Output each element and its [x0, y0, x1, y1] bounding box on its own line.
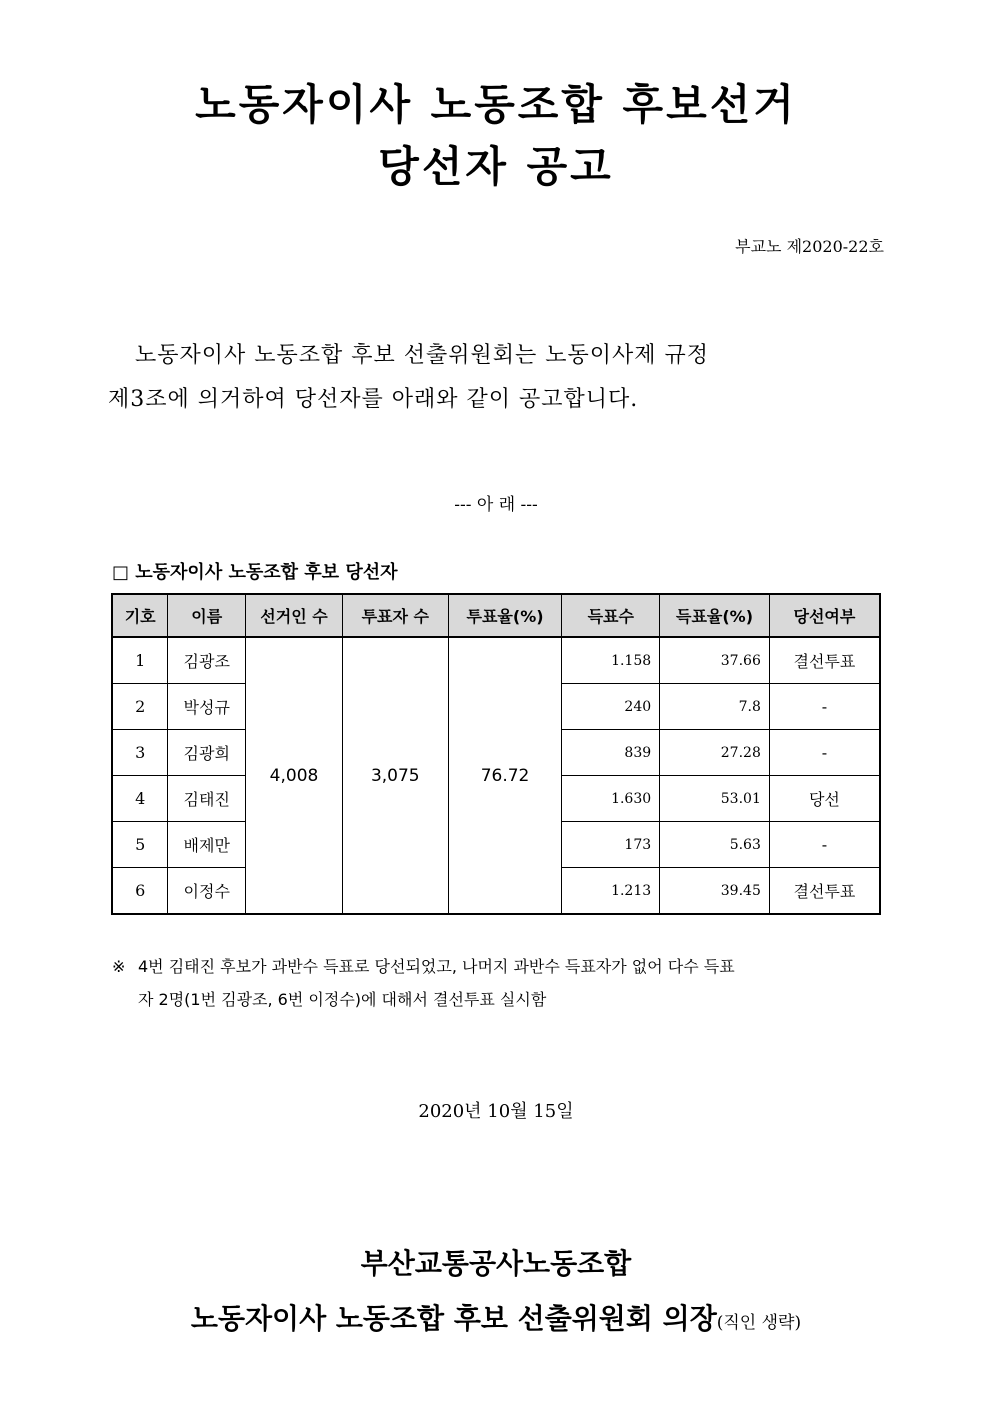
candidate-number: 2 — [112, 684, 168, 730]
organization-name: 부산교통공사노동조합 — [360, 1247, 632, 1280]
footnote — [112, 950, 887, 1016]
section-divider-ah-rae: --- 아 래 --- — [454, 495, 538, 515]
election-result: 결선투표 — [769, 868, 880, 915]
table-header-row — [112, 594, 880, 637]
announcement-date: 2020년 10월 15일 — [418, 1101, 574, 1122]
body-text-line1: 노동자이사 노동조합 후보 선출위원회는 노동이사제 규정 — [135, 343, 710, 368]
vote-count: 173 — [562, 822, 660, 868]
candidate-name: 박성규 — [168, 684, 246, 730]
vote-count: 1.213 — [562, 868, 660, 915]
document-title-line1: 노동자이사 노동조합 후보선거 — [195, 80, 797, 129]
candidate-number: 4 — [112, 776, 168, 822]
committee-chair-signature — [0, 1297, 992, 1337]
vote-rate: 5.63 — [660, 822, 770, 868]
vote-rate: 39.45 — [660, 868, 770, 915]
section-heading: □ 노동자이사 노동조합 후보 당선자 — [112, 562, 398, 583]
candidate-name: 김태진 — [168, 776, 246, 822]
election-result: - — [769, 730, 880, 776]
vote-rate: 37.66 — [660, 637, 770, 684]
vote-rate: 53.01 — [660, 776, 770, 822]
candidate-name: 배제만 — [168, 822, 246, 868]
header-cell: 득표율(%) — [660, 594, 770, 637]
candidate-number: 6 — [112, 868, 168, 915]
election-result: - — [769, 822, 880, 868]
footnote-line1 — [112, 950, 887, 983]
election-result: 당선 — [769, 776, 880, 822]
footnote-text-line2: 자 2명(1번 김광조, 6번 이정수)에 대해서 결선투표 실시함 — [138, 990, 547, 1009]
header-cell: 투표율(%) — [448, 594, 562, 637]
vote-count: 240 — [562, 684, 660, 730]
election-result: - — [769, 684, 880, 730]
header-cell: 득표수 — [562, 594, 660, 637]
header-cell: 선거인 수 — [246, 594, 343, 637]
candidate-number: 5 — [112, 822, 168, 868]
seal-omitted-note: (직인 생략) — [716, 1313, 802, 1333]
vote-count: 1.630 — [562, 776, 660, 822]
vote-rate: 7.8 — [660, 684, 770, 730]
reference-mark: ※ — [112, 957, 126, 976]
document-number: 부교노 제2020-22호 — [735, 237, 884, 256]
candidate-number: 1 — [112, 637, 168, 684]
document-title-line2: 당선자 공고 — [378, 142, 614, 191]
election-result: 결선투표 — [769, 637, 880, 684]
table-row — [112, 637, 880, 684]
candidate-name: 김광조 — [168, 637, 246, 684]
electors-count: 4,008 — [246, 637, 343, 914]
header-cell: 투표자 수 — [342, 594, 448, 637]
footnote-text-line1: 4번 김태진 후보가 과반수 득표로 당선되었고, 나머지 과반수 득표자가 없어 다수 득표 — [138, 957, 735, 976]
results-table — [111, 593, 881, 915]
header-cell: 이름 — [168, 594, 246, 637]
candidate-number: 3 — [112, 730, 168, 776]
body-text-line2: 제3조에 의거하여 당선자를 아래와 같이 공고합니다. — [108, 387, 639, 412]
committee-chair-title: 노동자이사 노동조합 후보 선출위원회 의장 — [190, 1302, 717, 1335]
vote-rate: 27.28 — [660, 730, 770, 776]
vote-count: 1.158 — [562, 637, 660, 684]
header-cell: 기호 — [112, 594, 168, 637]
voters-count: 3,075 — [342, 637, 448, 914]
header-cell: 당선여부 — [769, 594, 880, 637]
candidate-name: 이정수 — [168, 868, 246, 915]
vote-count: 839 — [562, 730, 660, 776]
candidate-name: 김광희 — [168, 730, 246, 776]
turnout-rate: 76.72 — [448, 637, 562, 914]
